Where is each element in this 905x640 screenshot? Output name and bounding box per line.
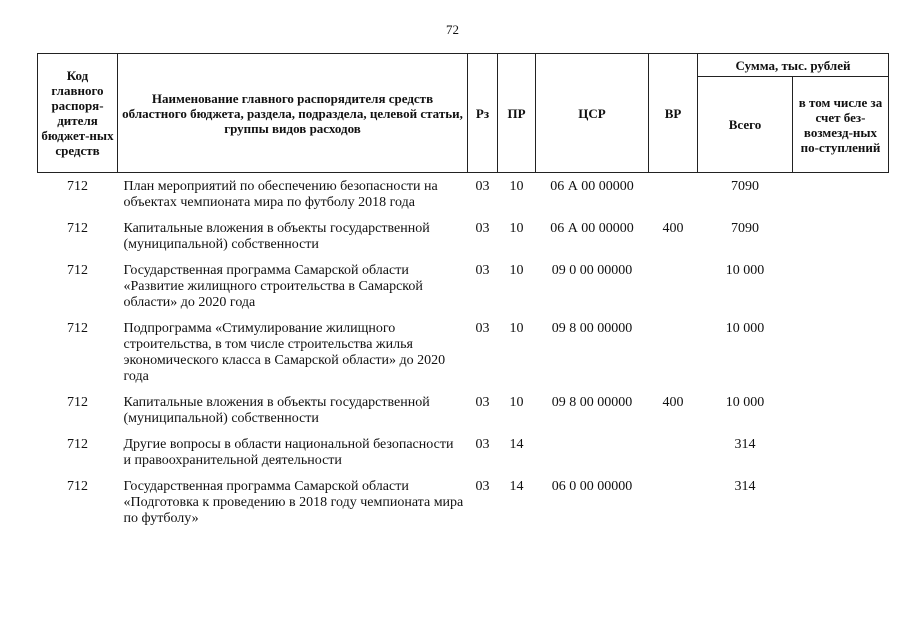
cell-pr: 10	[509, 263, 524, 278]
cell-grants	[793, 477, 889, 535]
cell-vr	[649, 319, 698, 393]
cell-code: 712	[67, 321, 88, 336]
table-row	[38, 435, 889, 477]
cell-name: Другие вопросы в области национальной безопасности и правоохранительной деятельности	[123, 437, 454, 468]
budget-table	[37, 53, 889, 535]
cell-grants	[793, 173, 889, 220]
cell-vr	[649, 173, 698, 220]
cell-pr: 10	[509, 395, 524, 410]
header-name: Наименование главного распорядителя средств областного бюджета, раздела, подраздела, целевой статьи, группы видов расходов	[118, 54, 468, 173]
cell-total: 10 000	[725, 395, 765, 410]
cell-pr: 10	[509, 221, 524, 236]
cell-csr: 06 0 00 00000	[551, 479, 633, 494]
cell-total: 7090	[731, 179, 759, 194]
header-rz: Рз	[468, 54, 498, 173]
page-number: 72	[446, 22, 459, 37]
cell-total: 10 000	[725, 321, 765, 336]
cell-grants	[793, 319, 889, 393]
cell-name: План мероприятий по обеспечению безопасности на объектах чемпионата мира по футболу 2018 года	[123, 179, 438, 210]
table-row	[38, 319, 889, 393]
cell-vr	[649, 435, 698, 477]
cell-grants	[793, 393, 889, 435]
cell-total: 314	[734, 437, 756, 452]
header-code: Код главного распоря-дителя бюджет-ных средств	[38, 54, 118, 173]
cell-name: Подпрограмма «Стимулирование жилищного строительства, в том числе строительства жилья экономического класса в Самарской области» до 2020 года	[123, 321, 446, 384]
cell-grants	[793, 261, 889, 319]
cell-rz: 03	[475, 263, 490, 278]
header-pr: ПР	[498, 54, 536, 173]
cell-rz: 03	[475, 221, 490, 236]
cell-code: 712	[67, 179, 88, 194]
cell-vr	[649, 477, 698, 535]
cell-vr: 400	[662, 221, 684, 236]
cell-csr: 06 А 00 00000	[550, 221, 634, 236]
cell-total: 314	[734, 479, 756, 494]
table-row	[38, 219, 889, 261]
header-vr: ВР	[649, 54, 698, 173]
cell-csr	[536, 435, 649, 477]
cell-csr: 09 0 00 00000	[551, 263, 633, 278]
cell-name: Капитальные вложения в объекты государственной (муниципальной) собственности	[123, 221, 430, 252]
header-sum-group: Сумма, тыс. рублей	[698, 54, 889, 77]
cell-total: 7090	[731, 221, 759, 236]
cell-rz: 03	[475, 479, 490, 494]
cell-name: Государственная программа Самарской области «Развитие жилищного строительства в Самарской области» до 2020 года	[123, 263, 423, 310]
cell-code: 712	[67, 263, 88, 278]
cell-grants	[793, 219, 889, 261]
cell-pr: 10	[509, 179, 524, 194]
cell-grants	[793, 435, 889, 477]
cell-code: 712	[67, 437, 88, 452]
cell-pr: 14	[509, 479, 524, 494]
header-grants: в том числе за счет без-возмезд-ных по-ступлений	[793, 77, 889, 173]
cell-code: 712	[67, 221, 88, 236]
cell-rz: 03	[475, 179, 490, 194]
table-body	[38, 173, 889, 536]
cell-name: Капитальные вложения в объекты государственной (муниципальной) собственности	[123, 395, 430, 426]
cell-vr	[649, 261, 698, 319]
header-csr: ЦСР	[536, 54, 649, 173]
table-row	[38, 173, 889, 220]
cell-vr: 400	[662, 395, 684, 410]
cell-csr: 09 8 00 00000	[551, 395, 633, 410]
cell-csr: 06 А 00 00000	[550, 179, 634, 194]
table-row	[38, 393, 889, 435]
cell-name: Государственная программа Самарской области «Подготовка к проведению в 2018 году чемпионата мира по футболу»	[123, 479, 464, 526]
cell-total: 10 000	[725, 263, 765, 278]
table-row	[38, 261, 889, 319]
table-row	[38, 477, 889, 535]
cell-csr: 09 8 00 00000	[551, 321, 633, 336]
cell-pr: 14	[509, 437, 524, 452]
cell-rz: 03	[475, 395, 490, 410]
header-total: Всего	[698, 77, 793, 173]
cell-pr: 10	[509, 321, 524, 336]
cell-code: 712	[67, 395, 88, 410]
cell-code: 712	[67, 479, 88, 494]
cell-rz: 03	[475, 437, 490, 452]
cell-rz: 03	[475, 321, 490, 336]
